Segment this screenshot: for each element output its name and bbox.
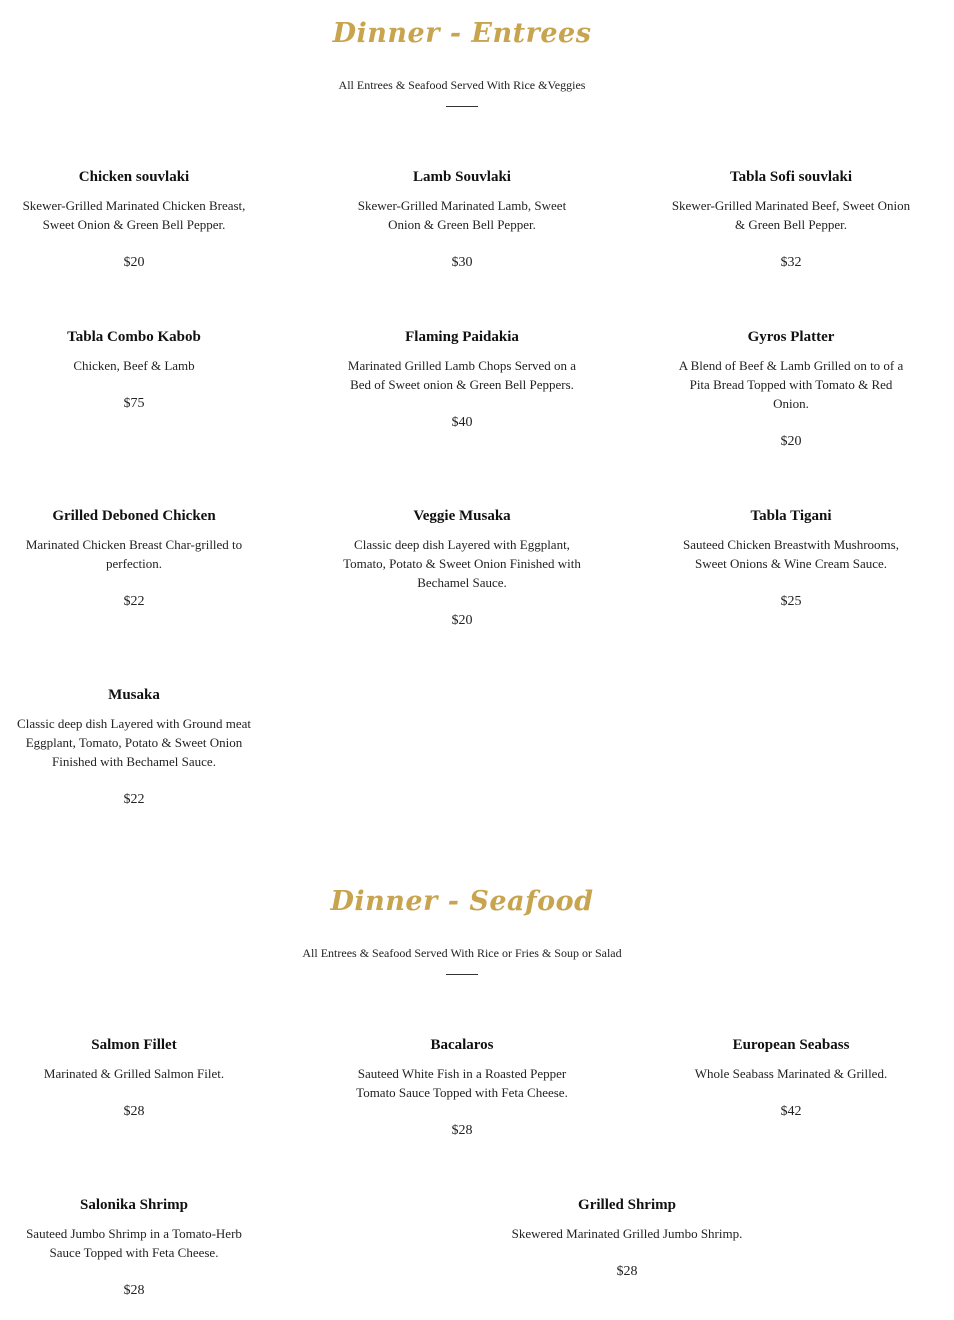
item-price: $25 (780, 594, 802, 609)
item-price: $28 (616, 1264, 638, 1279)
seafood-subtitle: All Entrees & Seafood Served With Rice or Fries & Soup or Salad (302, 946, 622, 960)
item-name: Flaming Paidakia (405, 329, 519, 345)
menu-item-salmon-fillet (14, 1036, 254, 1120)
item-name: Lamb Souvlaki (413, 169, 511, 185)
menu-item-veggie-musaka (338, 507, 586, 629)
menu-item-bacalaros (342, 1036, 582, 1139)
item-price: $75 (123, 396, 145, 411)
item-name: Grilled Shrimp (578, 1197, 676, 1213)
item-description: A Blend of Beef & Lamb Grilled on to of a Pita Bread Topped with Tomato & Red Onion. (678, 358, 904, 411)
menu-item-gyros-platter (676, 328, 906, 450)
menu-item-tabla-sofi-souvlaki (670, 168, 912, 271)
item-price: $42 (780, 1104, 802, 1119)
item-description: Skewer-Grilled Marinated Beef, Sweet Onion & Green Bell Pepper. (671, 198, 911, 232)
item-description: Whole Seabass Marinated & Grilled. (694, 1066, 888, 1081)
menu-item-tabla-combo-kabob (14, 328, 254, 412)
item-description: Marinated Grilled Lamb Chops Served on a Bed of Sweet onion & Green Bell Peppers. (347, 358, 577, 392)
item-description: Chicken, Beef & Lamb (73, 358, 195, 373)
item-description: Sauteed Chicken Breastwith Mushrooms, Sweet Onions & Wine Cream Sauce. (683, 537, 899, 571)
item-name: Musaka (108, 687, 160, 703)
item-name: Tabla Combo Kabob (67, 329, 201, 345)
item-name: Chicken souvlaki (78, 169, 190, 185)
item-name: Tabla Tigani (750, 508, 832, 524)
item-description: Skewer-Grilled Marinated Lamb, Sweet Onion & Green Bell Pepper. (357, 198, 567, 232)
item-name: Veggie Musaka (413, 508, 511, 524)
seafood-divider (446, 974, 478, 975)
menu-item-flaming-paidakia (342, 328, 582, 431)
item-name: Salonika Shrimp (80, 1197, 188, 1213)
item-price: $20 (780, 434, 802, 449)
menu-item-musaka (10, 686, 258, 808)
item-price: $20 (451, 613, 473, 628)
item-name: Gyros Platter (747, 329, 835, 345)
item-price: $28 (123, 1283, 145, 1298)
item-price: $22 (123, 792, 145, 807)
item-price: $28 (451, 1123, 473, 1138)
menu-item-grilled-shrimp (487, 1196, 767, 1280)
item-price: $22 (123, 594, 145, 609)
menu-item-tabla-tigani (676, 507, 906, 610)
item-description: Sauteed White Fish in a Roasted Pepper Tomato Sauce Topped with Feta Cheese. (356, 1066, 568, 1100)
item-price: $40 (451, 415, 473, 430)
entrees-divider (446, 106, 478, 107)
item-price: $28 (123, 1104, 145, 1119)
item-price: $30 (451, 255, 473, 270)
menu-item-lamb-souvlaki (342, 168, 582, 271)
item-name: Grilled Deboned Chicken (52, 508, 216, 524)
menu-item-grilled-deboned-chicken (14, 507, 254, 610)
item-name: Salmon Fillet (91, 1037, 177, 1053)
item-name: Tabla Sofi souvlaki (730, 169, 852, 185)
item-description: Skewer-Grilled Marinated Chicken Breast, Sweet Onion & Green Bell Pepper. (22, 198, 246, 232)
item-name: European Seabass (732, 1037, 850, 1053)
item-name: Bacalaros (430, 1037, 494, 1053)
entrees-subtitle: All Entrees & Seafood Served With Rice &Veggies (338, 78, 586, 92)
item-price: $20 (123, 255, 145, 270)
item-description: Classic deep dish Layered with Eggplant, Tomato, Potato & Sweet Onion Finished with Bechamel Sauce. (343, 537, 581, 590)
item-description: Marinated & Grilled Salmon Filet. (43, 1066, 225, 1081)
menu-item-salonika-shrimp (14, 1196, 254, 1299)
menu-item-chicken-souvlaki (14, 168, 254, 271)
item-description: Marinated Chicken Breast Char-grilled to perfection. (25, 537, 243, 571)
item-price: $32 (780, 255, 802, 270)
item-description: Skewered Marinated Grilled Jumbo Shrimp. (511, 1226, 743, 1241)
entrees-title: Dinner - Entrees (332, 18, 592, 49)
menu-item-european-seabass (670, 1036, 912, 1120)
seafood-title: Dinner - Seafood (330, 886, 594, 917)
item-description: Classic deep dish Layered with Ground meat Eggplant, Tomato, Potato & Sweet Onion Finished with Bechamel Sauce. (17, 716, 251, 769)
item-description: Sauteed Jumbo Shrimp in a Tomato-Herb Sauce Topped with Feta Cheese. (26, 1226, 242, 1260)
